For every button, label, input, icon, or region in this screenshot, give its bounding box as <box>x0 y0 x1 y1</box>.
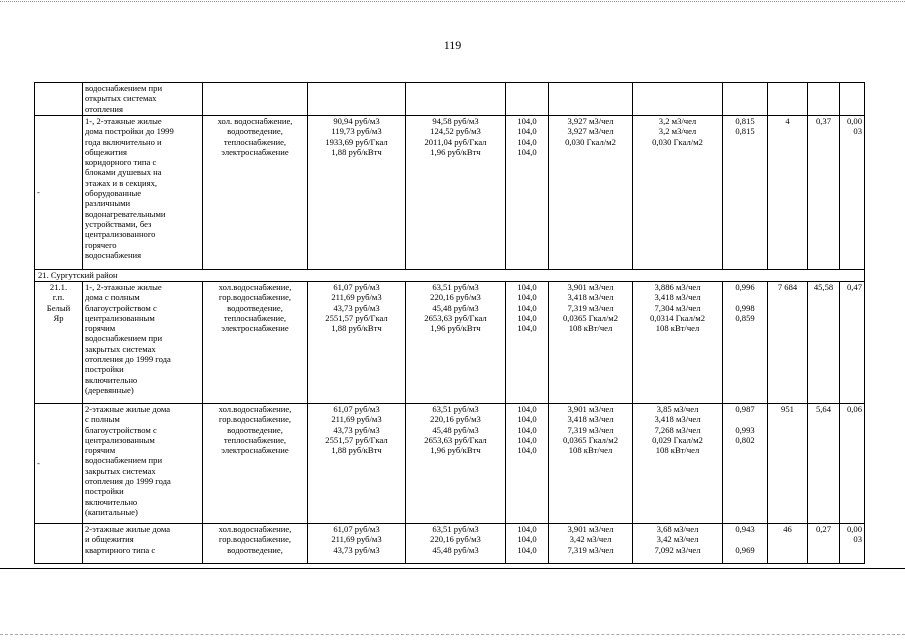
table-cell: 104,0 104,0 104,0 104,0 104,0 <box>506 282 549 404</box>
table-cell <box>203 83 308 116</box>
table-cell: 951 <box>768 404 808 524</box>
table-cell: 3,901 м3/чел 3,42 м3/чел 7,319 м3/чел <box>549 524 633 564</box>
table-cell: 3,68 м3/чел 3,42 м3/чел 7,092 м3/чел <box>633 524 723 564</box>
table-cell: 0,815 0,815 <box>723 116 768 270</box>
table-cell: 3,886 м3/чел 3,418 м3/чел 7,304 м3/чел 0,0314 Гкал/м2 108 кВт/чел <box>633 282 723 404</box>
table-cell: 1-, 2-этажные жилые дома с полным благоустройством с централизованным горячим водоснабжением при закрытых системах отопления до 1999 года постройки включительно (деревянные) <box>83 282 203 404</box>
table-cell: 0,47 <box>840 282 865 404</box>
table-cell: 3,927 м3/чел 3,927 м3/чел 0,030 Гкал/м2 <box>549 116 633 270</box>
table-cell: 2-этажные жилые дома и общежития квартирного типа с <box>83 524 203 564</box>
table-cell <box>549 83 633 116</box>
table-cell <box>506 83 549 116</box>
table-cell: 3,85 м3/чел 3,418 м3/чел 7,268 м3/чел 0,029 Гкал/м2 108 кВт/чел <box>633 404 723 524</box>
table-cell: 63,51 руб/м3 220,16 руб/м3 45,48 руб/м3 2653,63 руб/Гкал 1,96 руб/кВтч <box>406 282 506 404</box>
table-row <box>35 524 865 564</box>
page-bottom-rule <box>0 568 905 569</box>
table-cell: 104,0 104,0 104,0 104,0 104,0 <box>506 404 549 524</box>
table-cell: - <box>35 404 83 524</box>
table-cell: 61,07 руб/м3 211,69 руб/м3 43,73 руб/м3 <box>308 524 406 564</box>
table-cell: 0,00 03 <box>840 116 865 270</box>
table-cell <box>35 83 83 116</box>
table-cell: 0,987 0,993 0,802 <box>723 404 768 524</box>
table-cell: 1-, 2-этажные жилые дома постройки до 1999 года включительно и общежития коридорного типа с блоками душевых на этажах и в секциях, оборудованные различными водонагревательными устройствами, без централизованного горячего водоснабжения <box>83 116 203 270</box>
table-cell: 3,901 м3/чел 3,418 м3/чел 7,319 м3/чел 0,0365 Гкал/м2 108 кВт/чел <box>549 282 633 404</box>
table-cell: 0,06 <box>840 404 865 524</box>
table-row <box>35 83 865 116</box>
tariff-table <box>34 82 865 564</box>
table-cell: 0,27 <box>808 524 840 564</box>
table-cell: 0,37 <box>808 116 840 270</box>
table-cell: 2-этажные жилые дома с полным благоустройством с централизованным горячим водоснабжением при закрытых системах отопления до 1999 года постройки включительно (капитальные) <box>83 404 203 524</box>
table-cell: хол.водоснабжение, гор.водоснабжение, водоотведение, теплоснабжение, электроснабжение <box>203 282 308 404</box>
table-cell: - <box>35 116 83 270</box>
table-cell: 0,996 0,998 0,859 <box>723 282 768 404</box>
table-cell: 45,58 <box>808 282 840 404</box>
table-cell: 104,0 104,0 104,0 <box>506 524 549 564</box>
table-row <box>35 116 865 270</box>
table-cell: 0,943 0,969 <box>723 524 768 564</box>
table-cell <box>840 83 865 116</box>
page-number: 119 <box>443 38 462 52</box>
table-cell: 61,07 руб/м3 211,69 руб/м3 43,73 руб/м3 2551,57 руб/Гкал 1,88 руб/кВтч <box>308 282 406 404</box>
table-cell: хол.водоснабжение, гор.водоснабжение, водоотведение, <box>203 524 308 564</box>
table-cell <box>633 83 723 116</box>
section-title: 21. Сургутский район <box>35 270 865 282</box>
table-cell: 3,2 м3/чел 3,2 м3/чел 0,030 Гкал/м2 <box>633 116 723 270</box>
table-cell <box>768 83 808 116</box>
table-cell: 63,51 руб/м3 220,16 руб/м3 45,48 руб/м3 2653,63 руб/Гкал 1,96 руб/кВтч <box>406 404 506 524</box>
table-cell: хол.водоснабжение, гор.водоснабжение, водоотведение, теплоснабжение, электроснабжение <box>203 404 308 524</box>
table-cell <box>35 524 83 564</box>
table-cell: 90,94 руб/м3 119,73 руб/м3 1933,69 руб/Гкал 1,88 руб/кВтч <box>308 116 406 270</box>
table-row <box>35 282 865 404</box>
table-cell: 63,51 руб/м3 220,16 руб/м3 45,48 руб/м3 <box>406 524 506 564</box>
table-cell <box>308 83 406 116</box>
table-cell: 46 <box>768 524 808 564</box>
table-cell: 21.1. г.п. Белый Яр <box>35 282 83 404</box>
table-cell: 4 <box>768 116 808 270</box>
table-cell: 7 684 <box>768 282 808 404</box>
table-cell: 61,07 руб/м3 211,69 руб/м3 43,73 руб/м3 2551,57 руб/Гкал 1,88 руб/кВтч <box>308 404 406 524</box>
table-cell <box>723 83 768 116</box>
scan-edge-bottom <box>0 634 905 635</box>
table-cell <box>406 83 506 116</box>
scan-edge-top <box>0 1 905 2</box>
table-cell: 5,64 <box>808 404 840 524</box>
table-cell: хол. водоснабжение, водоотведение, теплоснабжение, электроснабжение <box>203 116 308 270</box>
table-cell: 104,0 104,0 104,0 104,0 <box>506 116 549 270</box>
table-cell: водоснабжением при открытых системах отопления <box>83 83 203 116</box>
table-cell <box>808 83 840 116</box>
section-row <box>35 270 865 282</box>
table-row <box>35 404 865 524</box>
table-cell: 0,00 03 <box>840 524 865 564</box>
table-cell: 3,901 м3/чел 3,418 м3/чел 7,319 м3/чел 0,0365 Гкал/м2 108 кВт/чел <box>549 404 633 524</box>
table-cell: 94,58 руб/м3 124,52 руб/м3 2011,04 руб/Гкал 1,96 руб/кВтч <box>406 116 506 270</box>
